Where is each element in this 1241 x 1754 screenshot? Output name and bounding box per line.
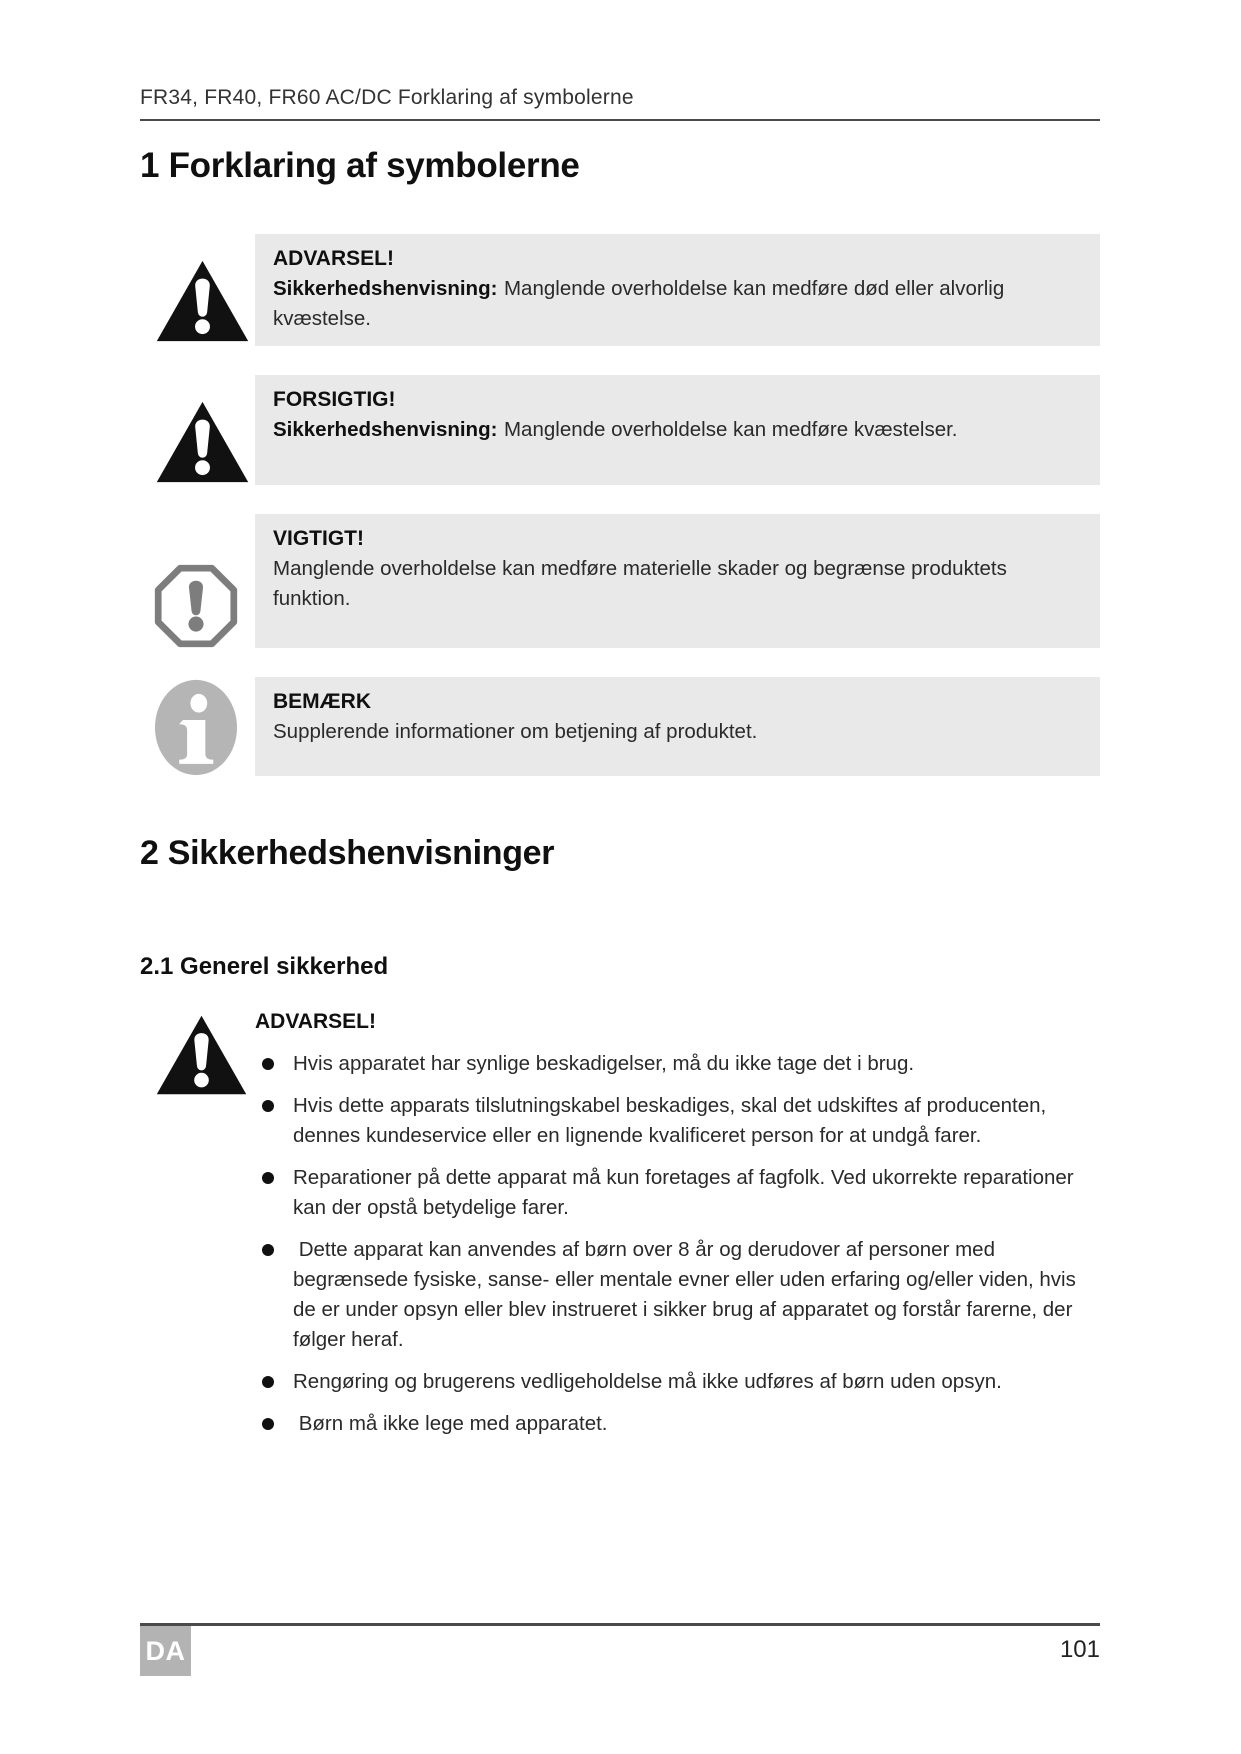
- warning-bullet: Børn må ikke lege med apparatet.: [255, 1409, 1100, 1439]
- note-vigtigt: [140, 514, 1100, 648]
- note-forsigtig: [140, 375, 1100, 485]
- warning-bullet: Dette apparat kan anvendes af børn over 8 år og derudover af personer med begrænsede fysiske, sanse- eller mentale evner eller uden erfaring og/eller viden, hvis de er under opsyn eller blev instrueret i sikker brug af apparatet og forstår farerne, der følger heraf.: [255, 1235, 1100, 1355]
- warning-title: ADVARSEL!: [255, 1010, 376, 1033]
- page-number: 101: [1059, 1636, 1100, 1663]
- note-text: [273, 274, 1082, 334]
- language-badge: DA: [140, 1626, 191, 1676]
- note-box: [255, 514, 1100, 648]
- important-octagon-icon: [140, 514, 255, 648]
- note-text: [273, 717, 1082, 747]
- note-box: [255, 375, 1100, 485]
- symbol-notes: [140, 234, 1100, 776]
- note-body: Manglende overholdelse kan medføre død eller alvorlig kvæstelse.: [273, 277, 1005, 330]
- section-2-1-title: 2.1 Generel sikkerhed: [140, 953, 389, 980]
- note-text: [273, 554, 1082, 614]
- note-body: Manglende overholdelse kan medføre materielle skader og begrænse produktets funktion.: [273, 557, 1007, 610]
- note-text: [273, 415, 1082, 445]
- note-box: [255, 677, 1100, 776]
- warning-triangle-icon: [140, 234, 255, 346]
- page-footer: [140, 1623, 1100, 1666]
- note-lead: Sikkerhedshenvisning:: [273, 277, 498, 300]
- note-advarsel: [140, 234, 1100, 346]
- note-bemaerk: [140, 677, 1100, 776]
- note-title: FORSIGTIG!: [273, 388, 396, 411]
- section-2-title: 2 Sikkerhedshenvisninger: [140, 834, 555, 872]
- note-body: Supplerende informationer om betjening af produktet.: [273, 720, 758, 743]
- caution-triangle-icon: [140, 375, 255, 485]
- footer-rule: [140, 1623, 1100, 1626]
- note-box: [255, 234, 1100, 346]
- note-title: VIGTIGT!: [273, 527, 364, 550]
- info-icon: [140, 677, 255, 776]
- general-safety-warning: [140, 1007, 1100, 1451]
- warning-bullet: Hvis dette apparats tilslutningskabel beskadiges, skal det udskiftes af producenten, dennes kundeservice eller en lignende kvalificeret person for at undgå farer.: [255, 1091, 1100, 1151]
- warning-bullet: Hvis apparatet har synlige beskadigelser, må du ikke tage det i brug.: [255, 1049, 1100, 1079]
- note-lead: Sikkerhedshenvisning:: [273, 418, 498, 441]
- warning-triangle-icon: [140, 1007, 255, 1451]
- running-header: FR34, FR40, FR60 AC/DC Forklaring af symbolerne: [140, 86, 1100, 121]
- warning-bullet: Reparationer på dette apparat må kun foretages af fagfolk. Ved ukorrekte reparationer kan der opstå betydelige farer.: [255, 1163, 1100, 1223]
- note-title: BEMÆRK: [273, 690, 371, 713]
- note-body: Manglende overholdelse kan medføre kvæstelser.: [503, 418, 958, 441]
- warning-body: [255, 1007, 1100, 1451]
- warning-bullet-list: [255, 1049, 1100, 1439]
- note-title: ADVARSEL!: [273, 247, 394, 270]
- section-1-title: 1 Forklaring af symbolerne: [140, 146, 580, 185]
- warning-bullet: Rengøring og brugerens vedligeholdelse må ikke udføres af børn uden opsyn.: [255, 1367, 1100, 1397]
